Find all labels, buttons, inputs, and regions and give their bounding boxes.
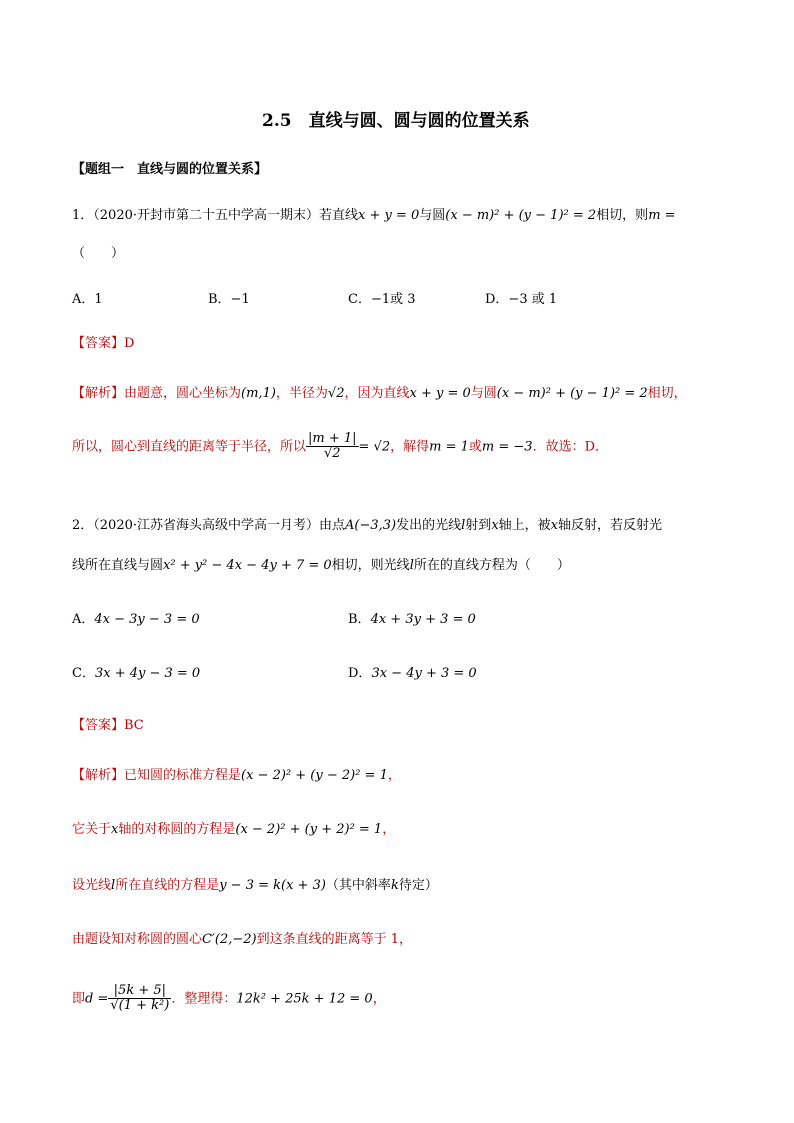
- q2-point: A(−3,3): [345, 518, 397, 533]
- q2-analysis-text: 待定）: [398, 878, 438, 893]
- q2-a3-k: k: [390, 878, 399, 893]
- q1-fraction: [306, 432, 359, 462]
- q2-a3-eq: y − 3 = k(x + 3): [219, 878, 326, 893]
- q2-fraction: [108, 984, 171, 1014]
- q2-stem-text: 轴上，被: [498, 518, 551, 533]
- q2-a2-eq: (x − 2)² + (y + 2)² = 1: [235, 822, 383, 837]
- q1-analysis-text: ，因为直线: [344, 386, 410, 401]
- q1-stem-b: 与圆: [419, 208, 446, 223]
- section-heading: 【题组一 直线与圆的位置关系】: [72, 162, 268, 177]
- q2-analysis-line5: [72, 984, 386, 1014]
- q2-analysis-text: 设光线: [72, 878, 112, 893]
- q2-analysis-line1: [72, 764, 401, 783]
- q2-option-b-label: B．: [348, 612, 371, 627]
- q2-a5-d: d =: [85, 991, 109, 1007]
- q1-analysis-text: 所以，圆心到直线的距离等于半径，所以: [72, 439, 307, 455]
- q2-analysis-text: 即: [72, 991, 86, 1007]
- q1-sol1: m = 1: [429, 439, 469, 455]
- page-title: 2.5 直线与圆、圆与圆的位置关系: [262, 111, 530, 131]
- q1-analysis-line1: [72, 382, 687, 401]
- q1-stem-a: 1．（2020·开封市第二十五中学高一期末）若直线: [72, 208, 358, 223]
- q1-frac-rhs: = √2: [358, 439, 391, 455]
- q1-frac-num: |m + 1|: [308, 431, 357, 446]
- q2-stem-text: 发出的光线: [396, 518, 462, 533]
- q2-analysis-text: ，: [382, 822, 396, 837]
- q2-a5-eq: 12k² + 25k + 12 = 0: [236, 991, 373, 1007]
- q1-center: (m,1): [241, 386, 276, 401]
- q2-frac-num: |5k + 5|: [108, 984, 171, 999]
- q2-option-b: [348, 608, 476, 627]
- q2-option-c-eq: 3x + 4y − 3 = 0: [94, 666, 201, 681]
- q1-analysis-text: 与圆: [470, 386, 497, 401]
- q2-answer: [72, 714, 144, 733]
- q2-analysis-line4: [72, 928, 412, 947]
- q2-stem-text: 所在的直线方程为（ ）: [413, 558, 570, 573]
- q1-answer-value: D: [124, 336, 135, 351]
- q1-circle-eq: (x − m)² + (y − 1)² = 2: [496, 386, 648, 401]
- q2-frac-den: √(1 + k²): [110, 998, 170, 1014]
- q2-analysis-text: ，: [387, 768, 401, 783]
- q2-option-c: [72, 662, 200, 681]
- q1-analysis-text: 或: [468, 439, 482, 455]
- q1-eq-line: x + y = 0: [358, 208, 420, 223]
- q1-eq-circle: (x − m)² + (y − 1)² = 2: [445, 208, 597, 223]
- q1-option-c: C．−1或 3: [348, 292, 416, 307]
- q1-paren: （ ）: [72, 246, 125, 261]
- q2-a3-var: l: [111, 878, 116, 893]
- q2-analysis-text: 轴的对称圆的方程是: [118, 822, 236, 837]
- q2-option-a-label: A．: [72, 612, 95, 627]
- q2-var-l: l: [461, 518, 466, 533]
- q2-answer-value: BC: [124, 718, 144, 733]
- q2-answer-label: 【答案】: [72, 718, 125, 733]
- q2-analysis-line2: [72, 818, 395, 837]
- q1-option-b: B．−1: [208, 292, 250, 307]
- q2-stem-text: 线所在直线与圆: [72, 558, 164, 573]
- q2-analysis-text: ．整理得：: [171, 991, 237, 1007]
- q2-stem-text: 射到: [465, 518, 492, 533]
- q2-analysis-text: （其中斜率: [325, 878, 391, 893]
- q1-var-m: m =: [648, 208, 676, 223]
- q2-option-a-eq: 4x − 3y − 3 = 0: [94, 612, 200, 627]
- q1-stem-line1: [72, 204, 676, 223]
- q1-analysis-text: 相切，: [647, 386, 687, 401]
- q1-analysis-label: 【解析】: [72, 386, 125, 401]
- q2-stem-text: 相切，则光线: [331, 558, 410, 573]
- q2-circle: x² + y² − 4x − 4y + 7 = 0: [163, 558, 332, 573]
- q2-analysis-text: 由题设知对称圆的圆心: [72, 932, 203, 947]
- q2-a2-var: x: [111, 822, 119, 837]
- q2-analysis-line3: [72, 874, 438, 893]
- q1-line-eq: x + y = 0: [409, 386, 471, 401]
- q2-option-b-eq: 4x + 3y + 3 = 0: [370, 612, 476, 627]
- q1-analysis-text: ．故选：D．: [532, 439, 609, 455]
- q1-sol2: m = −3: [481, 439, 533, 455]
- q2-analysis-label: 【解析】: [72, 768, 125, 783]
- q2-option-c-label: C．: [72, 666, 95, 681]
- q2-analysis-text: ，: [372, 991, 386, 1007]
- q2-analysis-text: 所在直线的方程是: [115, 878, 220, 893]
- q2-option-a: [72, 608, 200, 627]
- q2-stem-line1: [72, 514, 662, 533]
- q2-option-d: [348, 662, 477, 681]
- q2-stem-line2: [72, 554, 570, 573]
- q2-stem-text: 2．（2020·江苏省海头高级中学高一月考）由点: [72, 518, 345, 533]
- q1-analysis-text: ，半径为: [275, 386, 328, 401]
- q1-answer: [72, 332, 134, 351]
- q2-var-l-2: l: [409, 558, 414, 573]
- q1-analysis-text: ，解得: [390, 439, 430, 455]
- q1-frac-den: √2: [323, 446, 341, 462]
- q1-radius: √2: [327, 386, 345, 401]
- q2-var-x-2: x: [550, 518, 559, 533]
- q2-option-d-eq: 3x − 4y + 3 = 0: [371, 666, 477, 681]
- q1-analysis-text: 由题意，圆心坐标为: [124, 386, 242, 401]
- q1-option-d: D．−3 或 1: [485, 292, 558, 307]
- q2-stem-text: 轴反射，若反射光: [558, 518, 663, 533]
- q1-answer-label: 【答案】: [72, 336, 125, 351]
- q1-stem-c: 相切，则: [596, 208, 649, 223]
- q2-option-d-label: D．: [348, 666, 372, 681]
- q2-analysis-text: 它关于: [72, 822, 112, 837]
- q1-analysis-line2: [72, 432, 608, 462]
- q2-a1-eq: (x − 2)² + (y − 2)² = 1: [241, 768, 388, 783]
- q2-a4-point: C′(2,−2): [202, 932, 257, 947]
- q2-var-x: x: [491, 518, 499, 533]
- q1-option-a: A．1: [72, 292, 103, 307]
- q2-analysis-text: 已知圆的标准方程是: [124, 768, 242, 783]
- q2-analysis-text: 到这条直线的距离等于 1，: [256, 932, 413, 947]
